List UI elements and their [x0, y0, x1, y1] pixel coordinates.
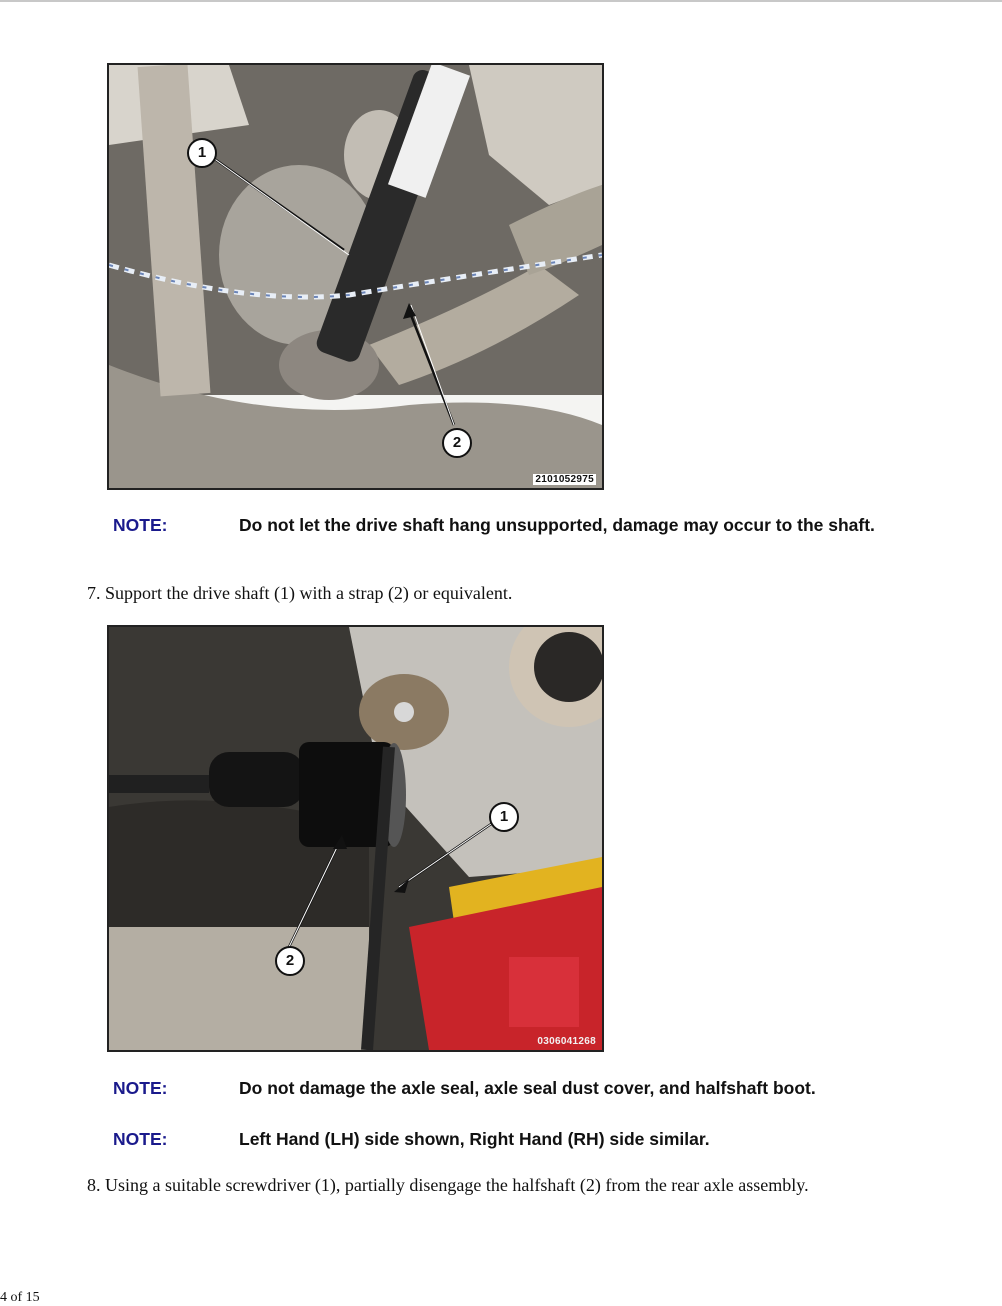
- callout-1: 1: [489, 802, 519, 832]
- note-block: [113, 1077, 933, 1101]
- figure-code: 2101052975: [535, 474, 594, 485]
- callout-2: 2: [275, 946, 305, 976]
- drive-shaft-illustration: [109, 65, 602, 488]
- note-label: NOTE:: [113, 1078, 168, 1098]
- top-divider: [0, 0, 1002, 2]
- note-block: [113, 1128, 933, 1152]
- callout-1: 1: [187, 138, 217, 168]
- drive-shaft-photo: [107, 63, 604, 490]
- step-8-text: 8. Using a suitable screwdriver (1), partially disengage the halfshaft (2) from the rear axle assembly.: [87, 1175, 809, 1195]
- note-block: [113, 514, 933, 560]
- note-label: NOTE:: [113, 1129, 168, 1149]
- step-7-text: 7. Support the drive shaft (1) with a strap (2) or equivalent.: [87, 583, 513, 603]
- halfshaft-illustration: [109, 627, 602, 1050]
- note-text: Do not let the drive shaft hang unsupported, damage may occur to the shaft.: [239, 515, 875, 535]
- page-number: 4 of 15: [0, 1290, 40, 1305]
- note-text: Left Hand (LH) side shown, Right Hand (RH) side similar.: [239, 1129, 710, 1149]
- note-label: NOTE:: [113, 515, 168, 535]
- halfshaft-photo: [107, 625, 604, 1052]
- callout-2: 2: [442, 428, 472, 458]
- note-text: Do not damage the axle seal, axle seal dust cover, and halfshaft boot.: [239, 1078, 816, 1098]
- figure-code: 0306041268: [537, 1036, 596, 1047]
